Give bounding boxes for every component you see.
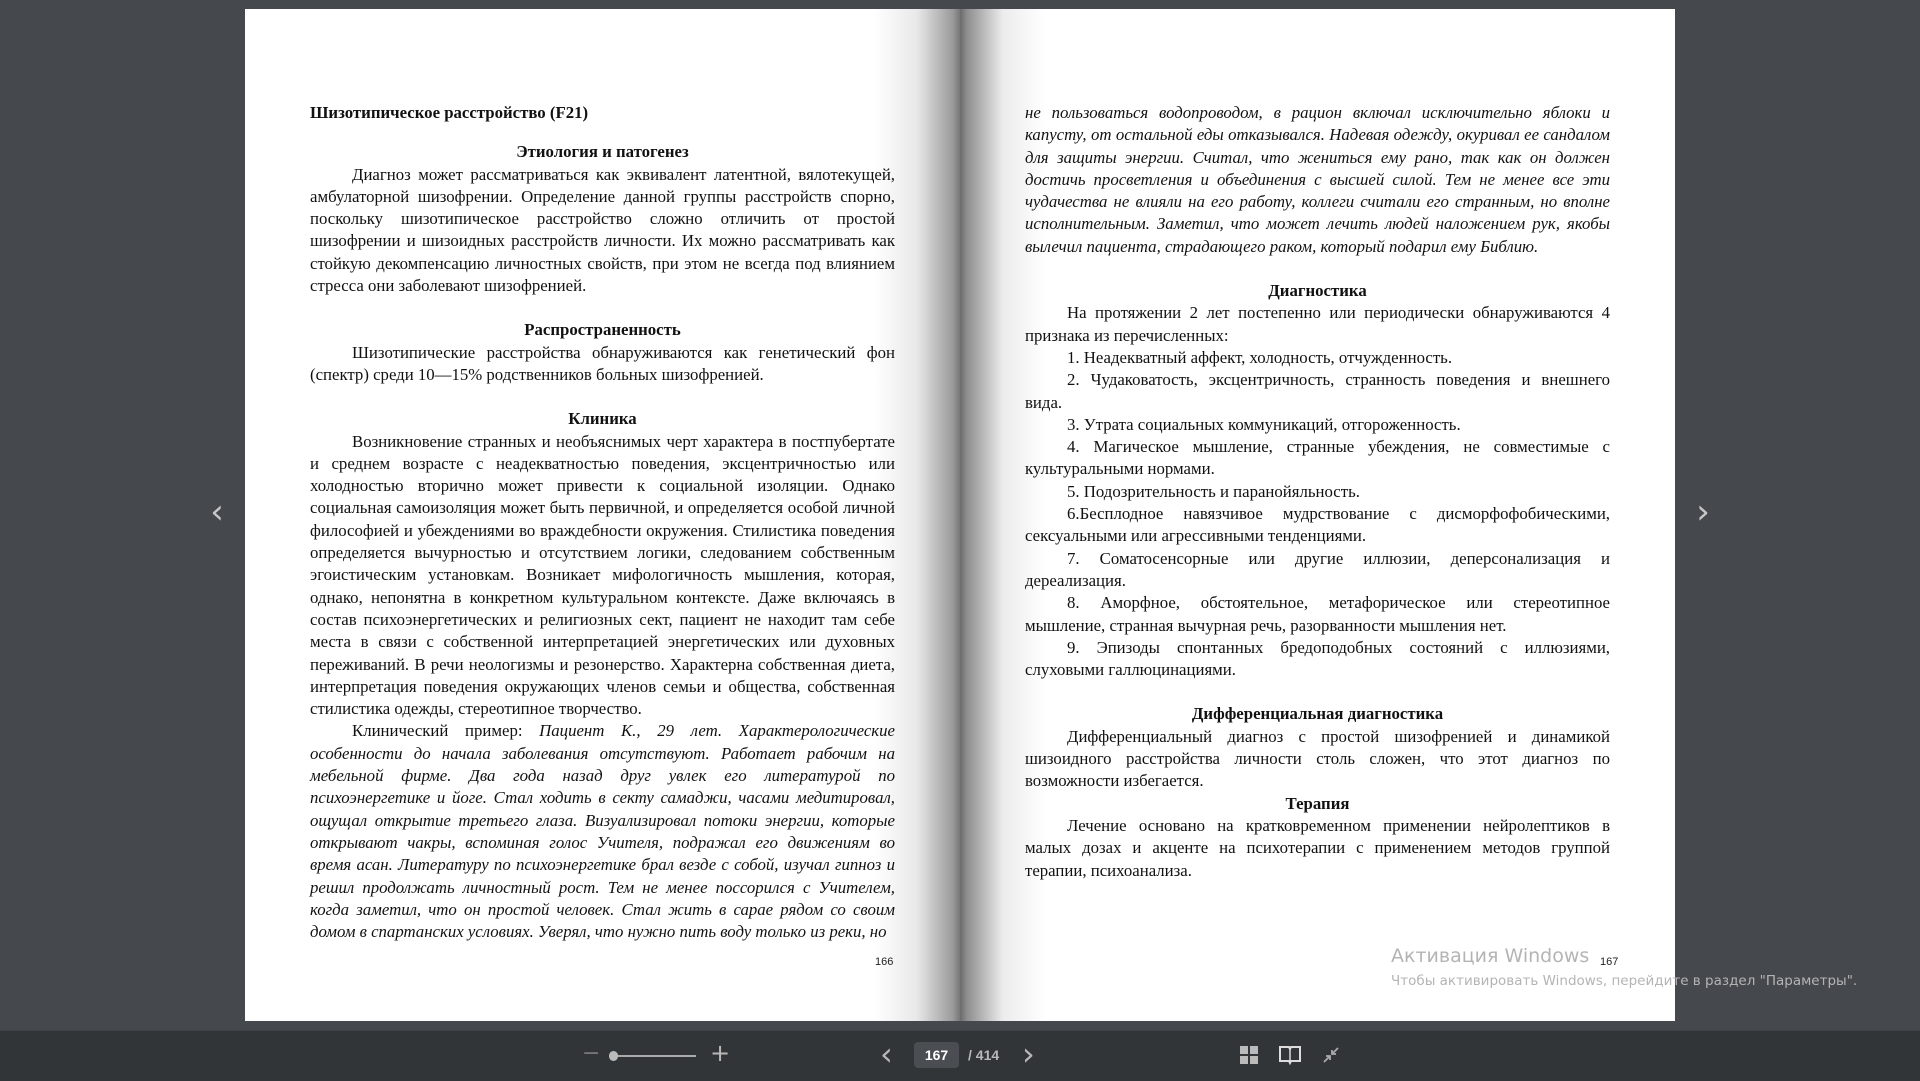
section-heading-clinic: Клиника [568,409,637,429]
paragraph-example-continuation: не пользоваться водопроводом, в рацион включал исключительно яблоки и капусту, от остальной еды отказывался. Надевая одежду, окуривал ее сандалом для защиты энергии. Считал, что жениться ему рано, так как он должен достичь просветления и объединения с высшей силой. Тем не менее все эти чудачества не влияли на его работу, коллеги считали его странным, но вполне исполнительным. Заметил, что может лечить людей наложением рук, якобы вылечил пациента, страдающего раком, который подарил ему Библию. [1025,103,1610,256]
paragraph-diagnostics-intro: На протяжении 2 лет постепенно или периодически обнаруживаются 4 признака из перечисленных: [1025,303,1610,345]
page-number-left: 166 [875,956,894,968]
zoom-slider[interactable] [612,1055,696,1057]
right-page-text [1025,102,1610,882]
section-heading-etiology: Этиология и патогенез [516,142,689,162]
bottom-toolbar [0,1030,1920,1081]
paragraph-etiology: Диагноз может рассматриваться как эквивалент латентной, вялотекущей, амбулаторной шизофрении. Определение данной группы расстройств спорно, поскольку шизотипическое расстройство сложно отличить от простой шизофрении и шизоидных расстройств личности. Их можно рассматривать как стойкую декомпенсацию личностных свойств, при этом не всегда под влиянием стресса они заболевают шизофренией. [310,164,895,296]
diagnostic-criterion: 4. Магическое мышление, странные убеждения, не совместимые с культуральными нормами. [1025,437,1610,479]
paragraph-clinic: Возникновение странных и необъяснимых черт характера в постпубертате и среднем возрасте с неадекватностью поведения, эксцентричностью или холодностью вторично может привести к социальной изоляции. Однако социальная самоизоляция может быть первичной, и определяется особой личной философией и убеждениями во враждебности окружения. Стилистика поведения определяется вычурностью и отсутствием логики, следованием собственным эгоистическим установкам. Возникает мифологичность мышления, которая, однако, непонятна в конкретном культуральном контексте. Даже включаясь в состав психоэнергетических и религиозных сект, пациент не находит там себе места в связи с собственной интерпретацией энергетических или духовных переживаний. В речи неологизмы и резонерство. Характерна собственная диета, интерпретация поведения окружающих членов семьи и общества, собственная стилистика одежды, стереотипное творчество. [310,431,895,719]
paragraph-prevalence: Шизотипические расстройства обнаруживаются как генетический фон (спектр) среди 10—15% родственников больных шизофренией. [310,342,895,384]
section-heading-prevalence: Распространенность [524,320,681,340]
diagnostic-criterion: 2. Чудаковатость, эксцентричность, странность поведения и внешнего вида. [1025,370,1610,412]
thumbnails-grid-icon[interactable] [1240,1046,1258,1068]
exit-fullscreen-collapse-icon[interactable] [1322,1046,1340,1068]
section-heading-diagnostics: Диагностика [1268,281,1367,301]
zoom-slider-handle[interactable] [609,1051,618,1061]
watermark-subtitle: Чтобы активировать Windows, перейдите в раздел "Параметры". [1391,973,1858,989]
page-number-right: 167 [1600,956,1619,968]
right-page [960,9,1675,1021]
chapter-title: Шизотипическое расстройство (F21) [310,103,589,122]
zoom-out-button[interactable]: − [582,1041,601,1066]
paragraph-clinical-example [310,720,895,943]
watermark-title: Активация Windows [1391,945,1590,967]
diagnostic-criterion: 5. Подозрительность и паранойяльность. [1067,481,1360,501]
diagnostic-criterion: 8. Аморфное, обстоятельное, метафорическое или стереотипное мышление, странная вычурная речь, разорванности мышления нет. [1025,593,1610,635]
diagnostic-criterion: 9. Эпизоды спонтанных бредоподобных состояний с иллюзиями, слуховыми галлюцинациями. [1025,637,1610,680]
book-view-icon[interactable] [1279,1045,1301,1069]
section-heading-therapy: Терапия [1285,793,1350,813]
total-pages: / 414 [968,1047,1000,1063]
left-page [245,9,960,1021]
next-page-arrow[interactable]: › [1696,492,1710,532]
zoom-in-button[interactable]: + [710,1039,731,1067]
diagnostic-criterion: 7. Соматосенсорные или другие иллюзии, деперсонализация и дереализация. [1025,548,1610,590]
paragraph-differential: Дифференциальный диагноз с простой шизофренией и динамикой шизоидного расстройства личности столь сложен, что этот диагноз по возможности избегается. [1025,726,1610,791]
windows-activation-watermark [1391,945,1857,989]
diagnostic-criterion: 6.Бесплодное навязчивое мудрствование с дисморфофобическими, сексуальными или агрессивными тенденциями. [1025,504,1610,546]
page-number-input[interactable]: 167 [914,1042,959,1068]
left-page-text [310,102,895,943]
diagnostic-criterion: 3. Утрата социальных коммуникаций, отгороженность. [1067,414,1461,434]
prev-page-button[interactable]: ‹ [880,1035,893,1073]
section-heading-differential: Дифференциальная диагностика [1191,704,1444,724]
diagnostic-criterion: 1. Неадекватный аффект, холодность, отчужденность. [1067,347,1453,367]
example-label: Клинический пример: [352,721,540,741]
prev-page-arrow[interactable]: ‹ [210,492,224,532]
example-text: Пациент К., 29 лет. Характерологические особенности до начала заболевания отсутствуют. Работает рабочим на мебельной фирме. Два года назад друг увлек его литературой по психоэнергетике и йоге. Стал ходить в секту самаджи, часами медитировал, ощущал открытие третьего глаза. Визуализировал потоки энергии, которые открывают чакры, вспоминая голос Учителя, подражал его движениям во время асан. Литературу по психоэнергетике брал везде с собой, изучал гипноз и решил продолжать личностный рост. Тем не менее поссорился с Учителем, когда заметил, что он простой человек. Стал жить в сарае рядом со своим домом в спартанских условиях. Уверял, что нужно пить воду только из реки, но [310,721,895,942]
next-page-button[interactable]: › [1022,1035,1035,1073]
book-spread [245,9,1675,1021]
paragraph-therapy: Лечение основано на кратковременном применении нейролептиков в малых дозах и акценте на психотерапии с применением методов группой терапии, психоанализа. [1025,815,1610,880]
